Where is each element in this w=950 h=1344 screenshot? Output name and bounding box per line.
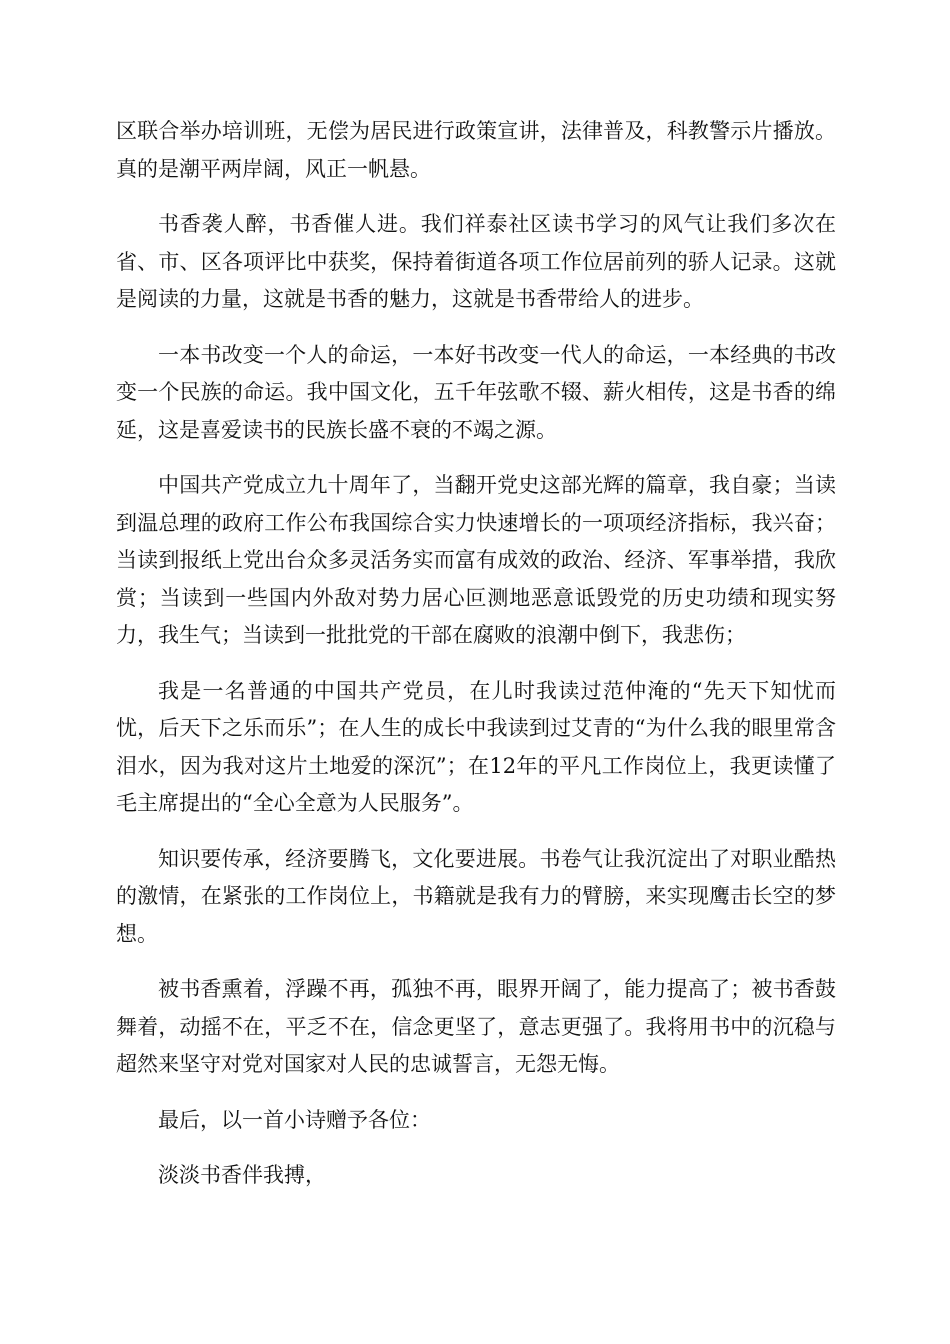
paragraph-6: 知识要传承，经济要腾飞，文化要进展。书卷气让我沉淀出了对职业酷热的激情，在紧张的工作岗位上，书籍就是我有力的臂膀，来实现鹰击长空的梦想。 [116, 846, 836, 946]
paragraph-2: 书香袭人醉，书香催人进。我们祥泰社区读书学习的风气让我们多次在省、市、区各项评比中获奖，保持着街道各项工作位居前列的骄人记录。这就是阅读的力量，这就是书香的魅力，这就是书香带给人的进步。 [116, 212, 836, 311]
paragraph-1: 区联合举办培训班，无偿为居民进行政策宣讲，法律普及，科教警示片播放。真的是潮平两岸阔，风正一帆悬。 [116, 119, 836, 181]
document-body [116, 113, 836, 1213]
paragraph-9: 淡淡书香伴我搏， [158, 1163, 326, 1187]
paragraph-5: 我是一名普通的中国共产党员，在儿时我读过范仲淹的“先天下知忧而忧，后天下之乐而乐”；在人生的成长中我读到过艾青的“为什么我的眼里常含泪水，因为我对这片土地爱的深沉”；在12年的平凡工作岗位上，我更读懂了毛主席提出的“全心全意为人民服务”。 [116, 678, 836, 815]
paragraph-8: 最后，以一首小诗赠予各位： [158, 1107, 431, 1132]
paragraph-3: 一本书改变一个人的命运，一本好书改变一代人的命运，一本经典的书改变一个民族的命运。我中国文化，五千年弦歌不辍、薪火相传，这是书香的绵延，这是喜爱读书的民族长盛不衰的不竭之源。 [116, 342, 836, 442]
paragraph-4: 中国共产党成立九十周年了，当翻开党史这部光辉的篇章，我自豪；当读到温总理的政府工作公布我国综合实力快速增长的一项项经济指标，我兴奋；当读到报纸上党出台众多灵活务实而富有成效的政治、经济、军事举措，我欣赏；当读到一些国内外敌对势力居心叵测地恶意诋毁党的历史功绩和现实努力，我生气；当读到一批批党的干部在腐败的浪潮中倒下，我悲伤； [116, 473, 836, 647]
paragraph-7: 被书香熏着，浮躁不再，孤独不再，眼界开阔了，能力提高了；被书香鼓舞着，动摇不在，平乏不在，信念更坚了，意志更强了。我将用书中的沉稳与超然来坚守对党对国家对人民的忠诚誓言，无怨无悔。 [116, 977, 836, 1076]
